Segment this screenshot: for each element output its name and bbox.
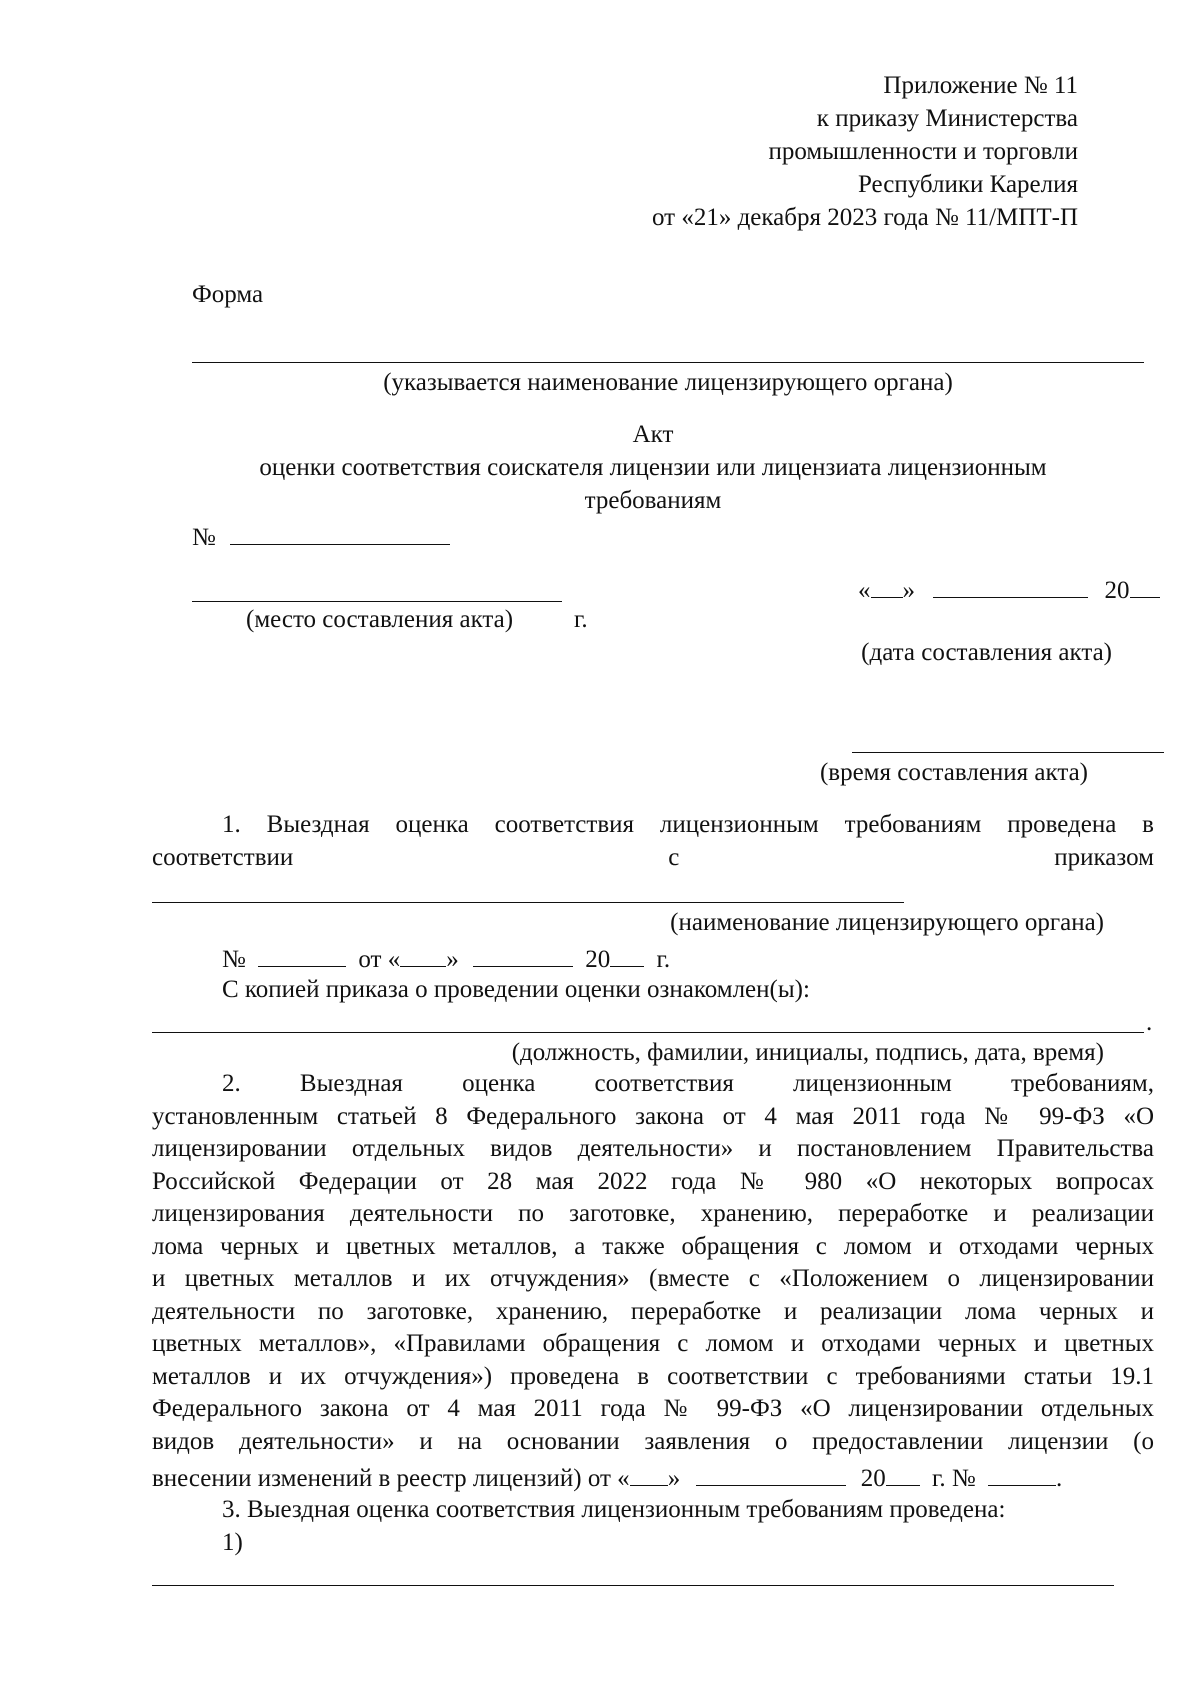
application-month-field[interactable]	[696, 1463, 846, 1486]
header-line-4: Республики Карелия	[857, 171, 1078, 198]
act-title: Акт	[632, 421, 674, 448]
section2-line-5: лицензирования деятельности по заготовке, хранению, переработке и реализации	[152, 1200, 1154, 1227]
time-caption: (время составления акта)	[819, 759, 1088, 786]
section2-line-3: лицензировании отдельных видов деятельности» и постановлением Правительства	[152, 1135, 1154, 1162]
section2-last-prefix: внесении изменений в реестр лицензий) от «	[152, 1465, 630, 1492]
order-number-field[interactable]	[258, 944, 346, 967]
signature-caption: (должность, фамилии, инициалы, подпись, дата, время)	[511, 1039, 1104, 1066]
date-day-field[interactable]	[871, 575, 903, 598]
header-line-1: Приложение № 11	[883, 72, 1078, 99]
section3-item-1-field[interactable]	[152, 1585, 1114, 1586]
date-month-field[interactable]	[933, 575, 1088, 598]
section2-line-7: и цветных металлов и их отчуждения» (вместе с «Положением о лицензировании	[152, 1265, 1154, 1292]
application-year-prefix: 20	[860, 1465, 886, 1492]
order-org-field[interactable]	[152, 902, 904, 903]
order-year-suffix: г.	[656, 946, 671, 973]
act-number-row	[192, 522, 450, 550]
section1-line-1: 1. Выездная оценка соответствия лицензионным требованиям проведена в	[222, 811, 1154, 838]
section2-last-line	[152, 1463, 1062, 1491]
act-number-field[interactable]	[230, 522, 450, 545]
place-field[interactable]	[192, 601, 562, 602]
licensing-body-caption: (указывается наименование лицензирующего органа)	[383, 369, 953, 396]
order-month-field[interactable]	[473, 944, 573, 967]
section2-line-10: металлов и их отчуждения») проведена в соответствии с требованиями статьи 19.1	[152, 1362, 1154, 1390]
order-details-row	[222, 944, 670, 972]
licensing-body-field[interactable]	[192, 362, 1144, 363]
section2-line-11: Федерального закона от 4 мая 2011 года № 99-ФЗ «О лицензировании отдельных	[152, 1395, 1154, 1422]
order-num-label: №	[222, 946, 246, 973]
order-year-prefix: 20	[585, 946, 611, 973]
application-g-no: г. №	[931, 1465, 976, 1492]
application-number-field[interactable]	[988, 1463, 1056, 1486]
header-line-5: от «21» декабря 2023 года № 11/МПТ-П	[651, 204, 1078, 231]
application-year-field[interactable]	[886, 1463, 920, 1486]
acknowledged-period: .	[1146, 1009, 1153, 1036]
word-prikazom: приказом	[1054, 844, 1154, 871]
acknowledged-signature-field[interactable]	[152, 1032, 1144, 1033]
word-sootvetstvii: соответствии	[152, 844, 294, 871]
section2-line-4: Российской Федерации от 28 мая 2022 года № 980 «О некоторых вопросах	[152, 1167, 1154, 1195]
date-open-quote: «	[858, 577, 871, 604]
date-year-prefix: 20	[1104, 577, 1130, 604]
form-label: Форма	[192, 281, 264, 308]
section1-line-2	[152, 845, 1154, 870]
order-day-field[interactable]	[400, 944, 446, 967]
number-label: №	[192, 524, 216, 551]
section3-line: 3. Выездная оценка соответствия лицензионным требованиям проведена:	[222, 1496, 1006, 1523]
act-subtitle-line-2: требованиям	[584, 487, 722, 514]
date-caption: (дата составления акта)	[861, 639, 1112, 666]
date-year-field[interactable]	[1130, 575, 1160, 598]
section2-line-6: лома черных и цветных металлов, а также обращения с ломом и отходами черных	[152, 1232, 1154, 1260]
order-org-caption: (наименование лицензирующего органа)	[670, 909, 1104, 936]
place-caption: (место составления акта)	[246, 606, 514, 633]
section2-line-8: деятельности по заготовке, хранению, переработке и реализации лома черных и	[152, 1297, 1154, 1325]
word-s: с	[668, 844, 680, 871]
section2-line-2: установленным статьей 8 Федерального закона от 4 мая 2011 года № 99-ФЗ «О	[152, 1102, 1154, 1130]
section2-line-9: цветных металлов», «Правилами обращения с ломом и отходами черных и цветных	[152, 1330, 1154, 1357]
order-from-label: от «	[358, 946, 401, 973]
header-line-2: к приказу Министерства	[816, 105, 1078, 132]
header-line-3: промышленности и торговли	[768, 138, 1078, 165]
section2-paragraph	[152, 1068, 1154, 1458]
act-subtitle-line-1: оценки соответствия соискателя лицензии или лицензиата лицензионным	[259, 454, 1047, 481]
section3-item-1: 1)	[222, 1529, 243, 1556]
order-quote-close: »	[446, 946, 459, 973]
copy-acknowledged-line: С копией приказа о проведении оценки ознакомлен(ы):	[222, 976, 810, 1003]
section2-last-quote-close: »	[667, 1465, 681, 1492]
place-g-label: г.	[574, 606, 588, 633]
section2-line-12: видов деятельности» и на основании заявления о предоставлении лицензии (о	[152, 1427, 1154, 1455]
date-row	[858, 575, 1160, 603]
date-close-quote: »	[902, 577, 915, 604]
order-year-field[interactable]	[610, 944, 644, 967]
time-field[interactable]	[852, 752, 1164, 753]
section2-line-1: 2. Выездная оценка соответствия лицензионным требованиям,	[222, 1070, 1154, 1097]
section2-last-period: .	[1055, 1465, 1063, 1492]
application-day-field[interactable]	[630, 1463, 668, 1486]
